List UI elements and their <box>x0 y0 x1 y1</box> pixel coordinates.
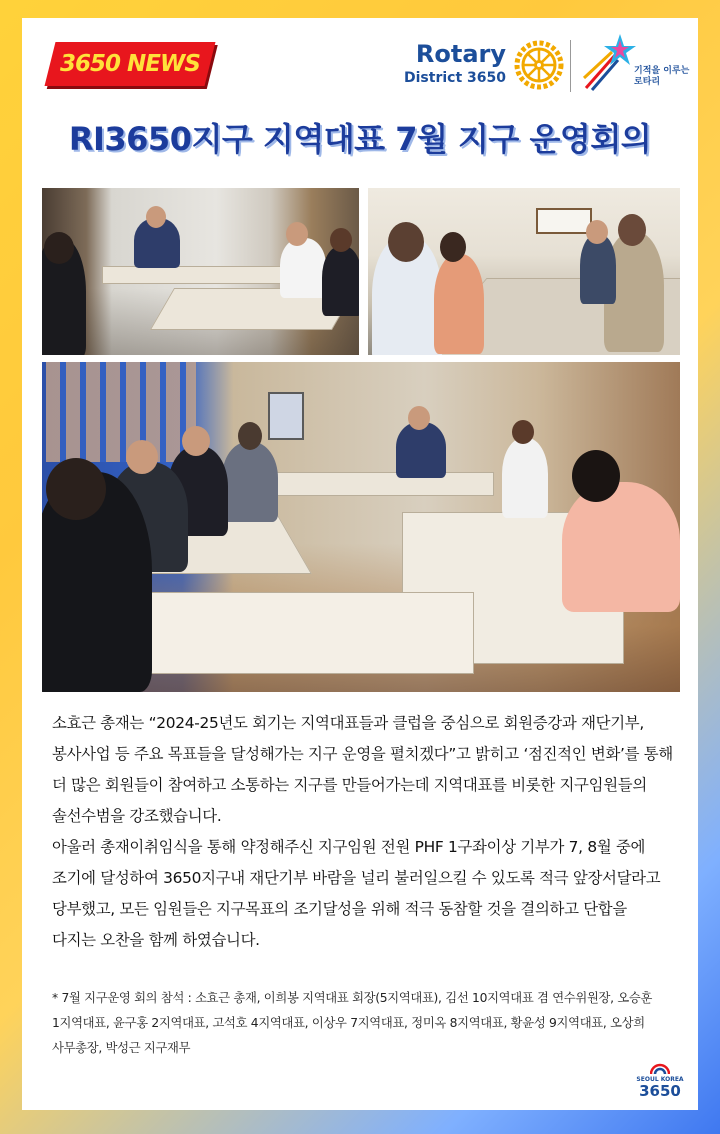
article-body <box>52 708 674 956</box>
header-divider <box>570 40 571 92</box>
photo-table <box>142 592 474 674</box>
photo-person-head <box>408 406 430 430</box>
luncheon-photo <box>368 188 680 355</box>
meeting-photo-2 <box>42 362 680 692</box>
photo-person-head <box>586 220 608 244</box>
photo-person-head <box>330 228 352 252</box>
sun-arc-icon <box>650 1062 670 1074</box>
rotary-logo <box>404 40 564 92</box>
photo-person <box>562 482 680 612</box>
photo-person-head <box>46 458 106 520</box>
photo-person-head <box>388 222 424 262</box>
photo-frame <box>536 208 592 234</box>
news-badge-label: 3650 NEWS <box>60 51 200 77</box>
rotary-wheel-icon <box>514 40 564 90</box>
photo-person <box>434 254 484 354</box>
photo-person-head <box>182 426 210 456</box>
district-label: District 3650 <box>404 70 506 86</box>
slogan-line-2: 로타리 <box>634 77 661 87</box>
photo-person <box>322 246 359 316</box>
seoul-3650-logo <box>634 1062 686 1106</box>
photo-person-head <box>126 440 158 474</box>
attendee-note: * 7월 지구운영 회의 참석 : 소효근 총재, 이희봉 지역대표 회장(5지역대표), 김선 10지역대표 겸 연수위원장, 오승훈 1지역대표, 윤구홍 2지역대표, 고석호 4지역대표, 이상우 7지역대표, 정미옥 8지역대표, 황윤성 9지역대표, 오상희 사무총장, 박성근 지구재무 <box>52 991 653 1055</box>
photo-person-head <box>44 232 74 264</box>
news-page <box>22 18 698 1110</box>
photo-person-head <box>572 450 620 502</box>
photo-person <box>222 442 278 522</box>
seoul-logo-number: 3650 <box>639 1082 681 1100</box>
photo-person <box>396 422 446 478</box>
photo-person-head <box>512 420 534 444</box>
photo-person-head <box>440 232 466 262</box>
rotary-wordmark: Rotary <box>415 40 506 68</box>
article-paragraph-1: 소효근 총재는 “2024-25년도 회기는 지역대표들과 클럽을 중심으로 회원증강과 재단기부, 봉사사업 등 주요 목표들을 달성해가는 지구 운영을 펼치겠다”고 밝히고 ‘점진적인 변화’를 통해 더 많은 회원들이 참여하고 소통하는 지구를 만들어가는데 지역대표를 비롯한 지구임원들의 솔선수범을 강조했습니다. <box>52 714 673 825</box>
seoul-logo-small: SEOUL KOREA <box>636 1076 684 1083</box>
meeting-photo-1 <box>42 188 359 355</box>
photo-person-head <box>618 214 646 246</box>
photo-person <box>280 238 326 298</box>
photo-person-head <box>286 222 308 246</box>
photo-person <box>502 438 548 518</box>
photo-person <box>580 234 616 304</box>
article-paragraph-2: 아울러 총재이취임식을 통해 약정해주신 지구임원 전원 PHF 1구좌이상 기부가 7, 8월 중에 조기에 달성하여 3650지구내 재단기부 바람을 널리 불러일으킬 수 있도록 적극 앞장서달라고 당부했고, 모든 임원들은 지구목표의 조기달성을 위해 적극 동참할 것을 결의하고 단합을 다지는 오찬을 함께 하였습니다. <box>52 838 661 949</box>
photo-portrait-wall <box>46 362 196 462</box>
news-badge <box>45 42 216 86</box>
slogan <box>634 66 689 88</box>
photo-person-head <box>238 422 262 450</box>
photo-frame <box>268 392 304 440</box>
page-title: RI3650지구 지역대표 7월 지구 운영회의 <box>68 120 652 158</box>
photo-person-head <box>146 206 166 228</box>
slogan-line-1: 기적을 이루는 <box>634 66 690 76</box>
star-comet-icon <box>582 32 642 92</box>
